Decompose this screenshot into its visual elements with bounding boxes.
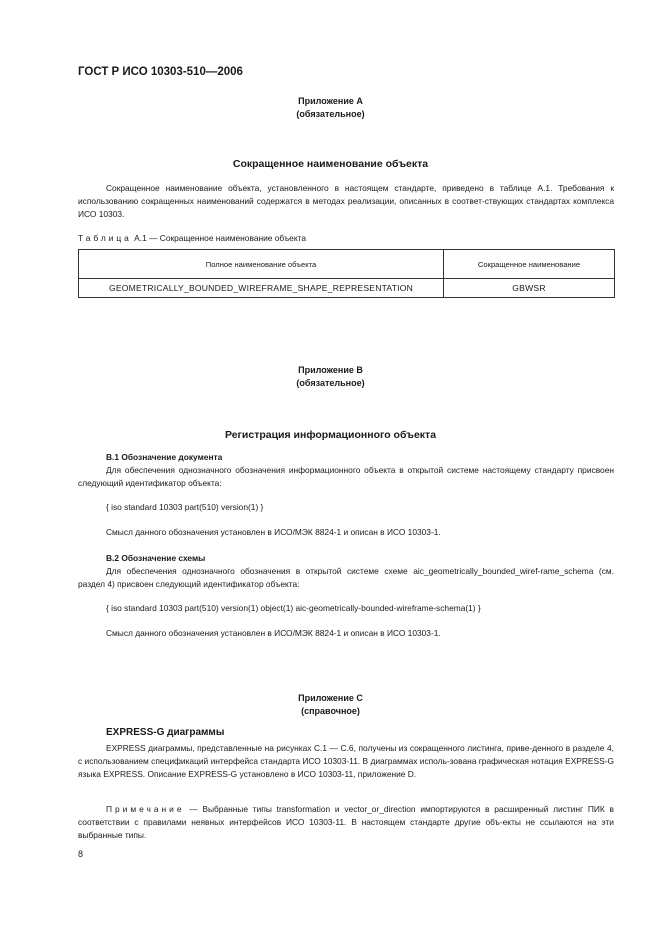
table-caption: [78, 233, 306, 243]
section-b2-paragraph-text: Для обеспечения однозначного обозначения в открытой системе схеме aic_geometrically_bounded_wiref-rame_schema (см. раздел 4) присвоен следующий идентификатор объекта:: [78, 566, 614, 590]
table-header-full-name: Полное наименование объекта: [79, 250, 444, 279]
section-b2-note: Смысл данного обозначения установлен в ИСО/МЭК 8824-1 и описан в ИСО 10303-1.: [106, 628, 441, 638]
note-label: Примечание: [106, 804, 185, 814]
appendix-c-title: Приложение С: [298, 693, 363, 703]
section-b1-paragraph-text: Для обеспечения однозначного обозначения информационного объекта в открытой системе настоящему стандарту присвоен следующий идентификатор объекта:: [78, 465, 614, 489]
abbreviation-table: [78, 249, 615, 298]
appendix-c-paragraph: [78, 742, 614, 782]
appendix-b-status: (обязательное): [296, 378, 365, 388]
table-header-row: [79, 250, 615, 279]
section-b1-title: В.1 Обозначение документа: [106, 452, 223, 462]
appendix-a-heading: Сокращенное наименование объекта: [232, 158, 429, 170]
section-b1-paragraph: [78, 464, 614, 490]
appendix-b-title: Приложение В: [298, 365, 363, 375]
appendix-a-title: Приложение А: [298, 96, 363, 106]
appendix-c-note: [78, 803, 614, 843]
appendix-b-heading: Регистрация информационного объекта: [224, 429, 437, 441]
table-header-short-name: Сокращенное наименование: [444, 250, 615, 279]
page-number: 8: [78, 849, 84, 859]
section-b2-title: В.2 Обозначение схемы: [106, 553, 206, 563]
section-b2-identifier: { iso standard 10303 part(510) version(1) object(1) aic-geometrically-bounded-wireframe-schema(1) }: [106, 603, 481, 613]
appendix-c-paragraph-text: EXPRESS диаграммы, представленные на рисунках С.1 — С.6, получены из сокращенного листинга, приве-денного в разделе 4, с использованием спецификаций интерфейса стандарта ИСО 10303-11. В диаграммах исполь-зована графическая нотация EXPRESS-G языка EXPRESS. Описание EXPRESS-G установлено в ИСО 10303-11, приложение D.: [78, 743, 614, 780]
table-row: [79, 279, 615, 298]
note-text: — Выбранные типы transformation и vector_or_direction импортируются в расширенный листинг ПИК в соответствии с правилами неявных интерфейсов ИСО 10303-11. В настоящем стандарте другие объ-екты не ссылаются на эти выбранные типы.: [78, 804, 614, 841]
section-b2-paragraph: [78, 565, 614, 591]
appendix-c-heading: EXPRESS-G диаграммы: [106, 727, 225, 738]
appendix-a-paragraph-text: Сокращенное наименование объекта, установленного в настоящем стандарте, приведено в таблице А.1. Требования к использованию сокращенных наименований содержатся в методах реализации, описанных в соответ-ствующих стандартах комплекса ИСО 10303.: [78, 183, 614, 220]
section-b1-note: Смысл данного обозначения установлен в ИСО/МЭК 8824-1 и описан в ИСО 10303-1.: [106, 527, 441, 537]
table-cell-short-name: GBWSR: [444, 279, 615, 298]
section-b1-identifier: { iso standard 10303 part(510) version(1) }: [106, 502, 264, 512]
document-header: ГОСТ Р ИСО 10303-510—2006: [78, 66, 243, 78]
appendix-a-paragraph: [78, 182, 614, 222]
appendix-c-status: (справочное): [301, 706, 360, 716]
table-caption-word: Таблица: [78, 233, 132, 243]
table-caption-text: А.1 — Сокращенное наименование объекта: [131, 233, 306, 243]
appendix-a-status: (обязательное): [296, 109, 365, 119]
table-cell-full-name: GEOMETRICALLY_BOUNDED_WIREFRAME_SHAPE_REPRESENTATION: [79, 279, 444, 298]
